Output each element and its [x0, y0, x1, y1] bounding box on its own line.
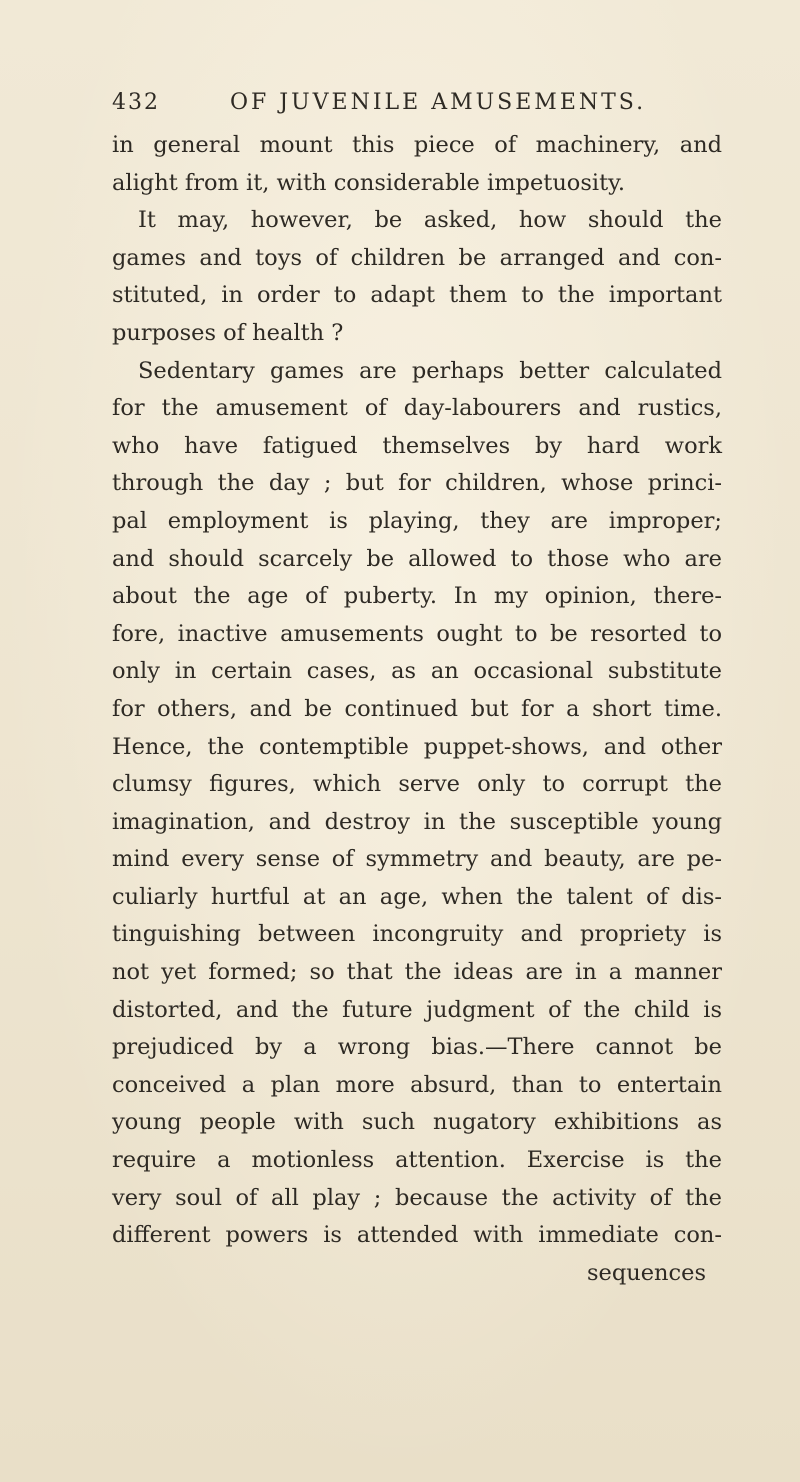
- text-line: pal employment is playing, they are improper;: [112, 507, 722, 534]
- text-line: distorted, and the future judgment of the child is: [112, 996, 722, 1023]
- text-line: and should scarcely be allowed to those who are: [112, 545, 722, 572]
- text-line: conceived a plan more absurd, than to entertain: [112, 1071, 722, 1098]
- catchword: sequences: [586, 1259, 706, 1286]
- text-line: different powers is attended with immediate con-: [112, 1222, 722, 1249]
- text-line: require a motionless attention. Exercise is the: [112, 1147, 722, 1174]
- page-number: 432: [112, 90, 160, 115]
- text-line: in general mount this piece of machinery, and: [112, 132, 722, 158]
- text-line: clumsy figures, which serve only to corrupt the: [112, 771, 722, 798]
- text-line: games and toys of children be arranged and con-: [112, 244, 722, 271]
- text-line: for the amusement of day-labourers and rustics,: [112, 395, 722, 422]
- text-line: young people with such nugatory exhibitions as: [112, 1109, 722, 1136]
- text-line: imagination, and destroy in the susceptible young: [112, 808, 722, 835]
- text-line: Hence, the contemptible puppet-shows, and other: [112, 733, 722, 760]
- text-line: culiarly hurtful at an age, when the talent of dis-: [112, 883, 722, 910]
- body-text: [112, 127, 722, 1292]
- text-line: not yet formed; so that the ideas are in a manner: [112, 959, 722, 986]
- page-header: [112, 88, 712, 118]
- text-line: tinguishing between incongruity and propriety is: [112, 921, 722, 948]
- text-line: mind every sense of symmetry and beauty, are pe-: [112, 846, 722, 873]
- text-line: It may, however, be asked, how should the: [138, 207, 722, 234]
- running-head: OF JUVENILE AMUSEMENTS.: [230, 90, 647, 115]
- text-line: prejudiced by a wrong bias.—There cannot be: [112, 1034, 722, 1061]
- text-line: who have fatigued themselves by hard work: [112, 432, 722, 459]
- text-line: fore, inactive amusements ought to be resorted to: [112, 620, 722, 647]
- text-line: purposes of health ?: [112, 319, 344, 346]
- text-line: very soul of all play ; because the activity of the: [112, 1184, 722, 1211]
- text-line: for others, and be continued but for a short time.: [112, 695, 722, 722]
- text-line: alight from it, with considerable impetuosity.: [112, 169, 626, 196]
- text-line: about the age of puberty. In my opinion, there-: [112, 583, 722, 610]
- text-line: only in certain cases, as an occasional substitute: [112, 658, 722, 685]
- text-line: Sedentary games are perhaps better calculated: [138, 357, 722, 384]
- text-line: stituted, in order to adapt them to the important: [112, 282, 722, 309]
- text-line: through the day ; but for children, whose princi-: [112, 470, 722, 497]
